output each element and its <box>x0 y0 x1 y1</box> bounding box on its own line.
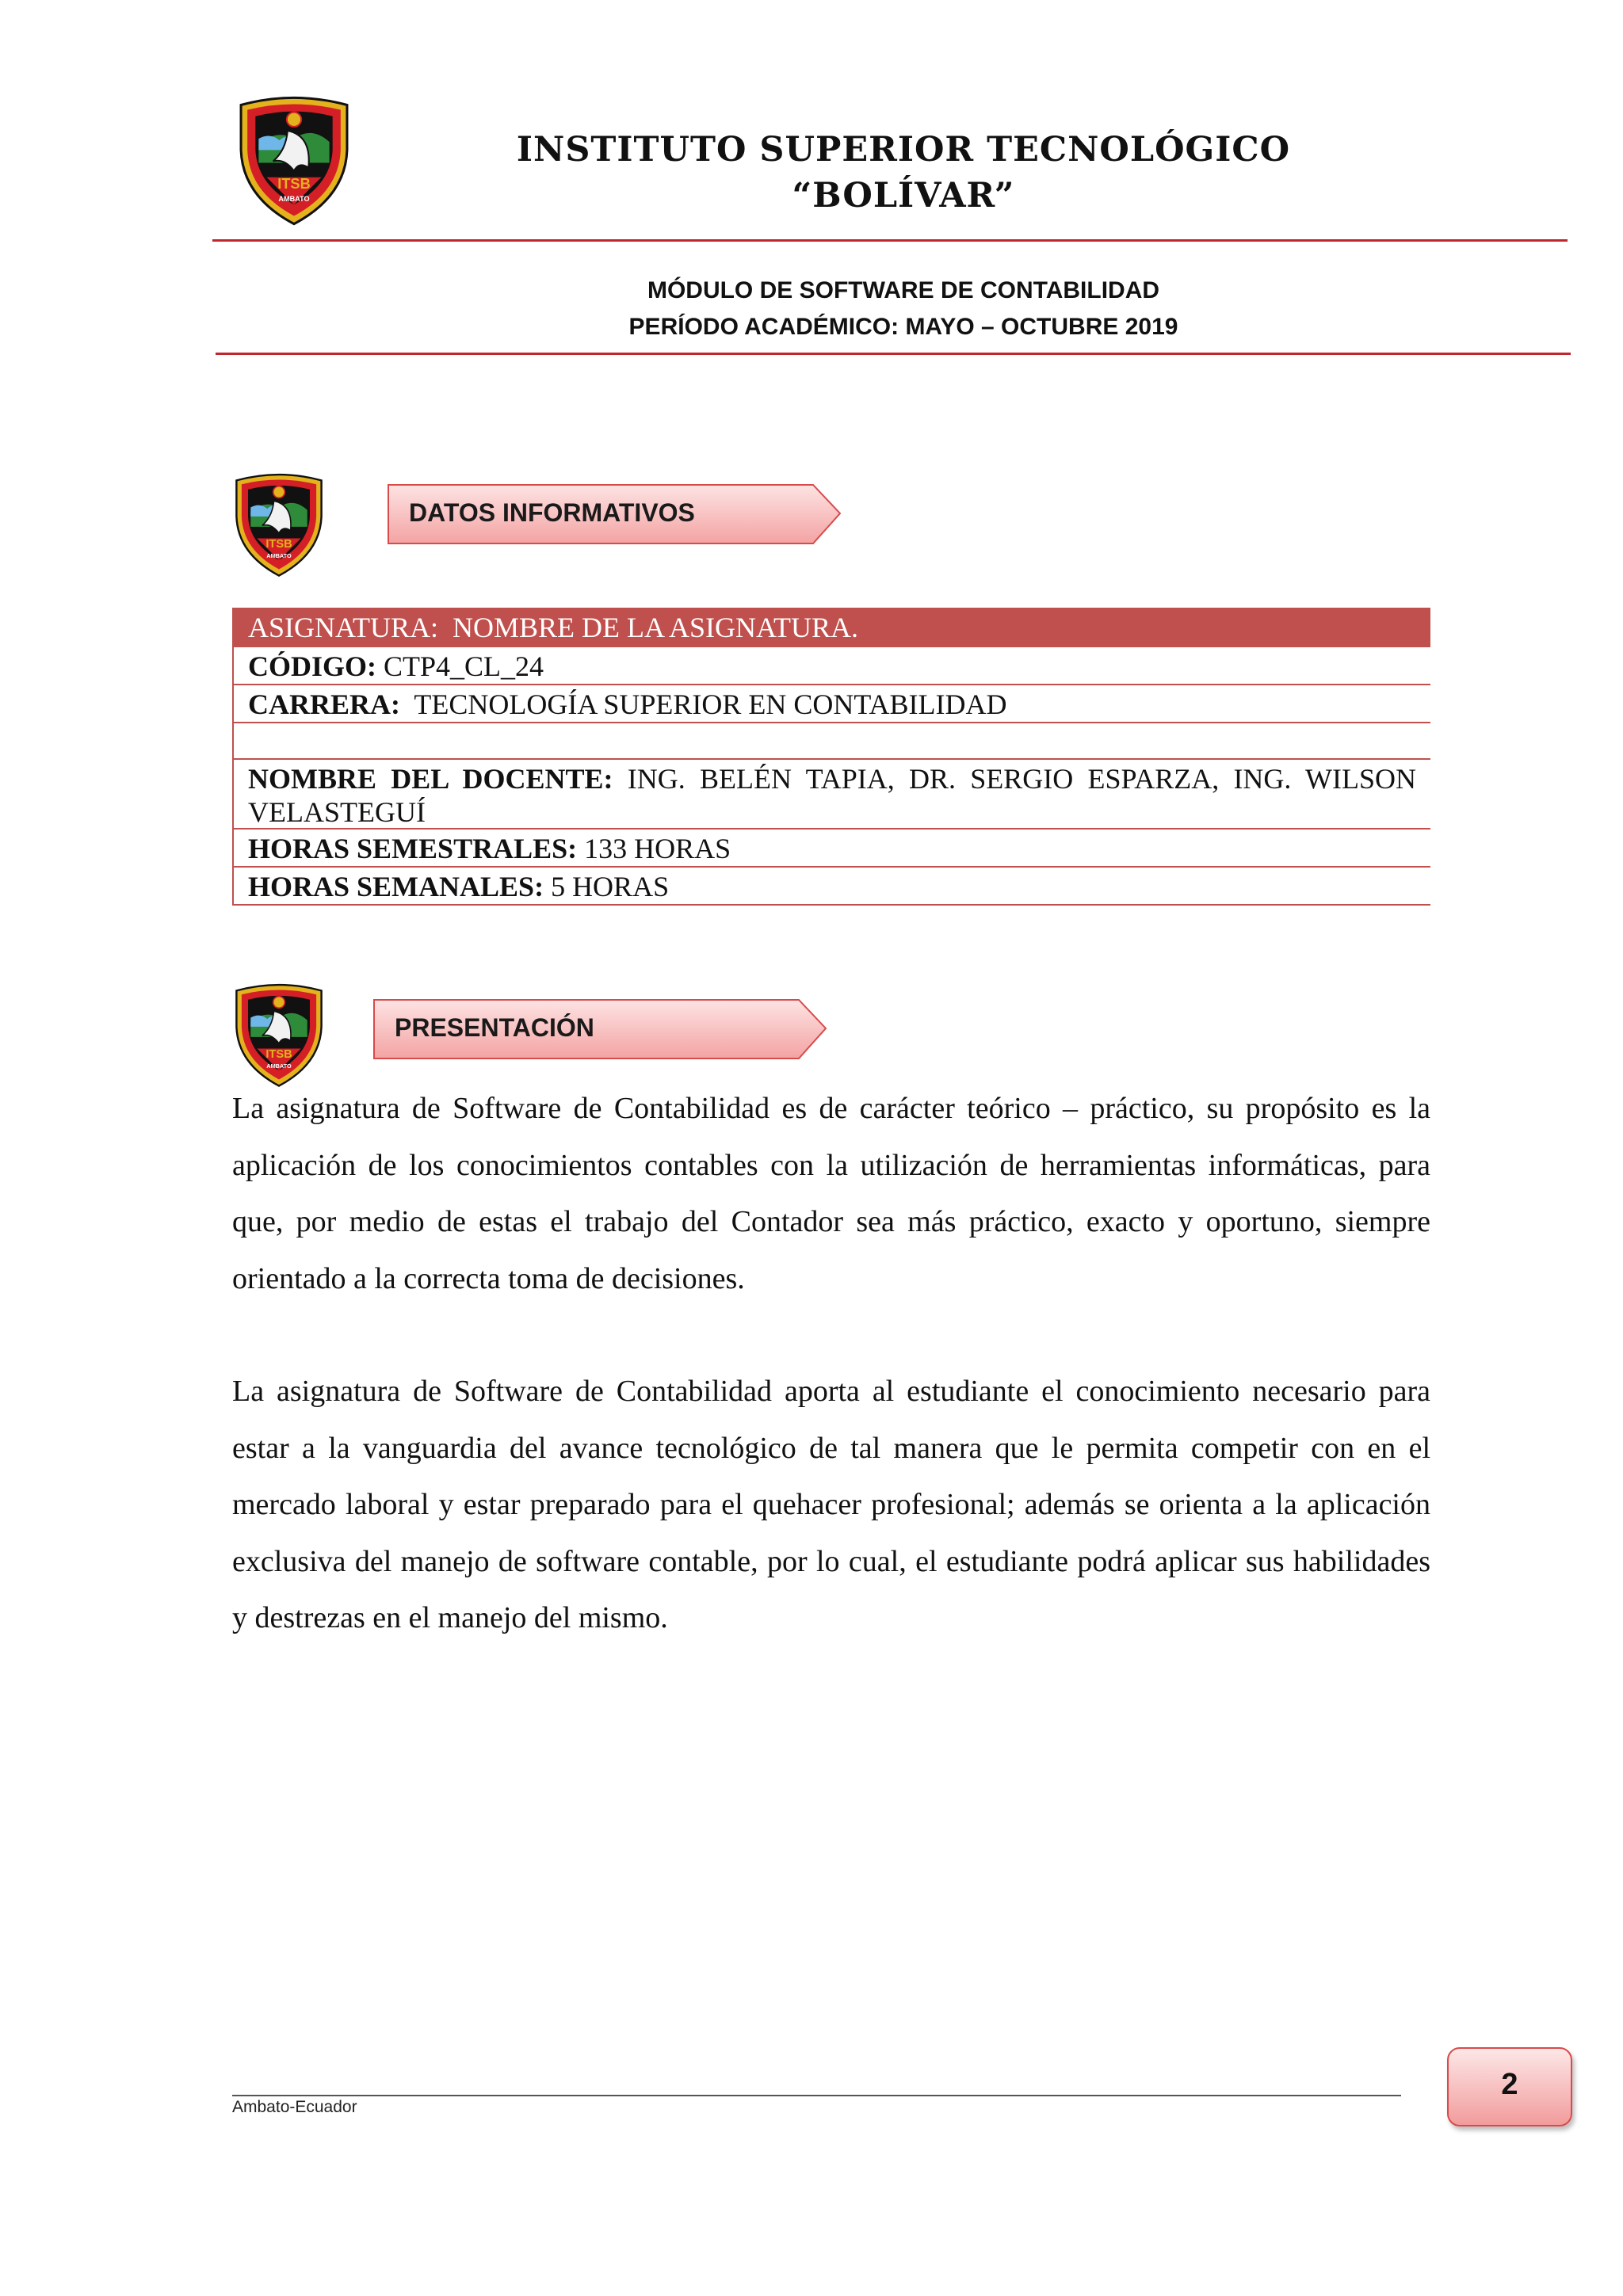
institution-title <box>444 127 1363 219</box>
asignatura-label: ASIGNATURA: <box>248 612 439 643</box>
table-row-horas-semestrales <box>232 830 1430 868</box>
section-logo-datos <box>230 471 328 578</box>
module-line: MÓDULO DE SOFTWARE DE CONTABILIDAD <box>647 277 1160 303</box>
section-heading-datos-label: DATOS INFORMATIVOS <box>409 498 695 527</box>
institution-title-line2: “BOLÍVAR” <box>792 176 1015 215</box>
docente-value: ING. BELÉN TAPIA, DR. SERGIO ESPARZA, ING. WILSON VELASTEGUÍ <box>248 763 1416 828</box>
institution-title-line1: INSTITUTO SUPERIOR TECNOLÓGICO <box>516 130 1291 170</box>
section-heading-datos <box>385 482 845 548</box>
horas-semestrales-label: HORAS SEMESTRALES: <box>248 833 578 864</box>
table-row-codigo <box>232 647 1430 685</box>
codigo-value: CTP4_CL_24 <box>384 650 544 682</box>
table-row-docente <box>232 760 1430 830</box>
docente-label: NOMBRE DEL DOCENTE: <box>248 763 613 795</box>
asignatura-value: NOMBRE DE LA ASIGNATURA. <box>453 612 859 643</box>
horas-semanales-value: 5 HORAS <box>551 871 670 902</box>
shield-icon <box>230 982 328 1088</box>
table-row-asignatura <box>232 608 1430 647</box>
shield-icon <box>230 471 328 578</box>
footer-divider <box>232 2095 1401 2096</box>
codigo-label: CÓDIGO: <box>248 650 376 682</box>
presentation-paragraph-1: La asignatura de Software de Contabilidad es de carácter teórico – práctico, su propósito es la aplicación de los conocimientos contables con la utilización de herramientas informáticas, para que, por medio de estas el trabajo del Contador sea más práctico, exacto y oportuno, siempre orientado a la correcta toma de decisiones. <box>232 1092 1430 1295</box>
footer-location: Ambato-Ecuador <box>232 2098 357 2116</box>
section-logo-presentacion <box>230 982 328 1088</box>
horas-semestrales-value: 133 HORAS <box>584 833 731 864</box>
table-row-empty <box>232 723 1430 760</box>
horas-semanales-label: HORAS SEMANALES: <box>248 871 544 902</box>
table-row-horas-semanales <box>232 868 1430 906</box>
section-heading-presentacion-label: PRESENTACIÓN <box>395 1013 594 1042</box>
carrera-value: TECNOLOGÍA SUPERIOR EN CONTABILIDAD <box>414 688 1007 720</box>
header-divider-top <box>212 239 1568 242</box>
info-table <box>232 608 1430 906</box>
page-number-badge: 2 <box>1447 2047 1572 2126</box>
header-divider-bottom <box>216 353 1571 355</box>
shield-icon <box>238 93 350 227</box>
carrera-label: CARRERA: <box>248 688 400 720</box>
period-line: PERÍODO ACADÉMICO: MAYO – OCTUBRE 2019 <box>628 314 1178 340</box>
module-subtitle <box>444 273 1363 345</box>
table-row-carrera <box>232 685 1430 723</box>
presentation-paragraph-2: La asignatura de Software de Contabilidad aporta al estudiante el conocimiento necesario para estar a la vanguardia del avance tecnológico de tal manera que le permita competir con en el mercado laboral y estar preparado para el quehacer profesional; además se orienta a la aplicación exclusiva del manejo de software contable, por lo cual, el estudiante podrá aplicar sus habilidades y destrezas en el manejo del mismo. <box>232 1375 1430 1634</box>
institute-logo <box>238 93 350 227</box>
section-heading-presentacion <box>371 997 831 1063</box>
